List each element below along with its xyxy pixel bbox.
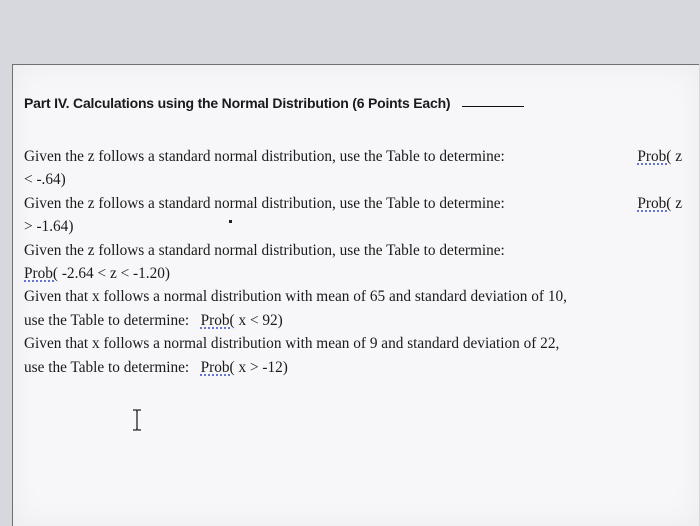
- question-5-line-2: [24, 356, 692, 379]
- question-2-line-2: [24, 215, 692, 238]
- section-heading: [24, 95, 524, 111]
- question-4-text: Given that x follows a normal distribution with mean of 65 and standard deviation of 10,: [24, 288, 567, 306]
- stray-dot: [229, 220, 232, 223]
- question-4-line-2: [24, 309, 692, 332]
- question-1-line-1: [24, 145, 692, 168]
- question-1-line-2: [24, 168, 692, 191]
- question-2-line-1: [24, 192, 692, 215]
- prob-term: Prob(: [200, 358, 235, 376]
- prob-term: Prob(: [637, 194, 672, 212]
- heading-title: Part IV. Calculations using the Normal Distribution (6 Points Each): [24, 95, 451, 111]
- questions-block: [24, 145, 692, 379]
- prob-term: Prob(: [637, 148, 672, 165]
- question-1-text: Given the z follows a standard normal distribution, use the Table to determine:: [24, 148, 505, 165]
- question-4-condition: x < 92): [234, 311, 283, 329]
- question-4-prefix: use the Table to determine:: [24, 311, 201, 329]
- prob-term: Prob(: [200, 311, 235, 329]
- question-5-prefix: use the Table to determine:: [24, 358, 201, 376]
- answer-blank: [462, 105, 524, 107]
- question-3-line-1: [24, 239, 692, 262]
- document-page: [12, 64, 699, 526]
- prob-variable: z: [671, 194, 682, 212]
- question-3-line-2: [24, 262, 692, 285]
- text-cursor-icon: [131, 408, 143, 432]
- prob-term: Prob(: [24, 264, 58, 282]
- question-5-text: Given that x follows a normal distribution with mean of 9 and standard deviation of 22,: [24, 335, 560, 353]
- prob-variable: z: [671, 148, 682, 165]
- question-1-condition: < -.64): [24, 171, 66, 189]
- question-5-line-1: [24, 332, 692, 355]
- question-3-condition: -2.64 < z < -1.20): [58, 264, 170, 282]
- question-2-condition: > -1.64): [24, 218, 74, 236]
- question-2-text: Given the z follows a standard normal distribution, use the Table to determine:: [24, 194, 505, 212]
- question-5-condition: x > -12): [234, 358, 288, 376]
- question-3-text: Given the z follows a standard normal distribution, use the Table to determine:: [24, 241, 505, 259]
- question-4-line-1: [24, 285, 692, 308]
